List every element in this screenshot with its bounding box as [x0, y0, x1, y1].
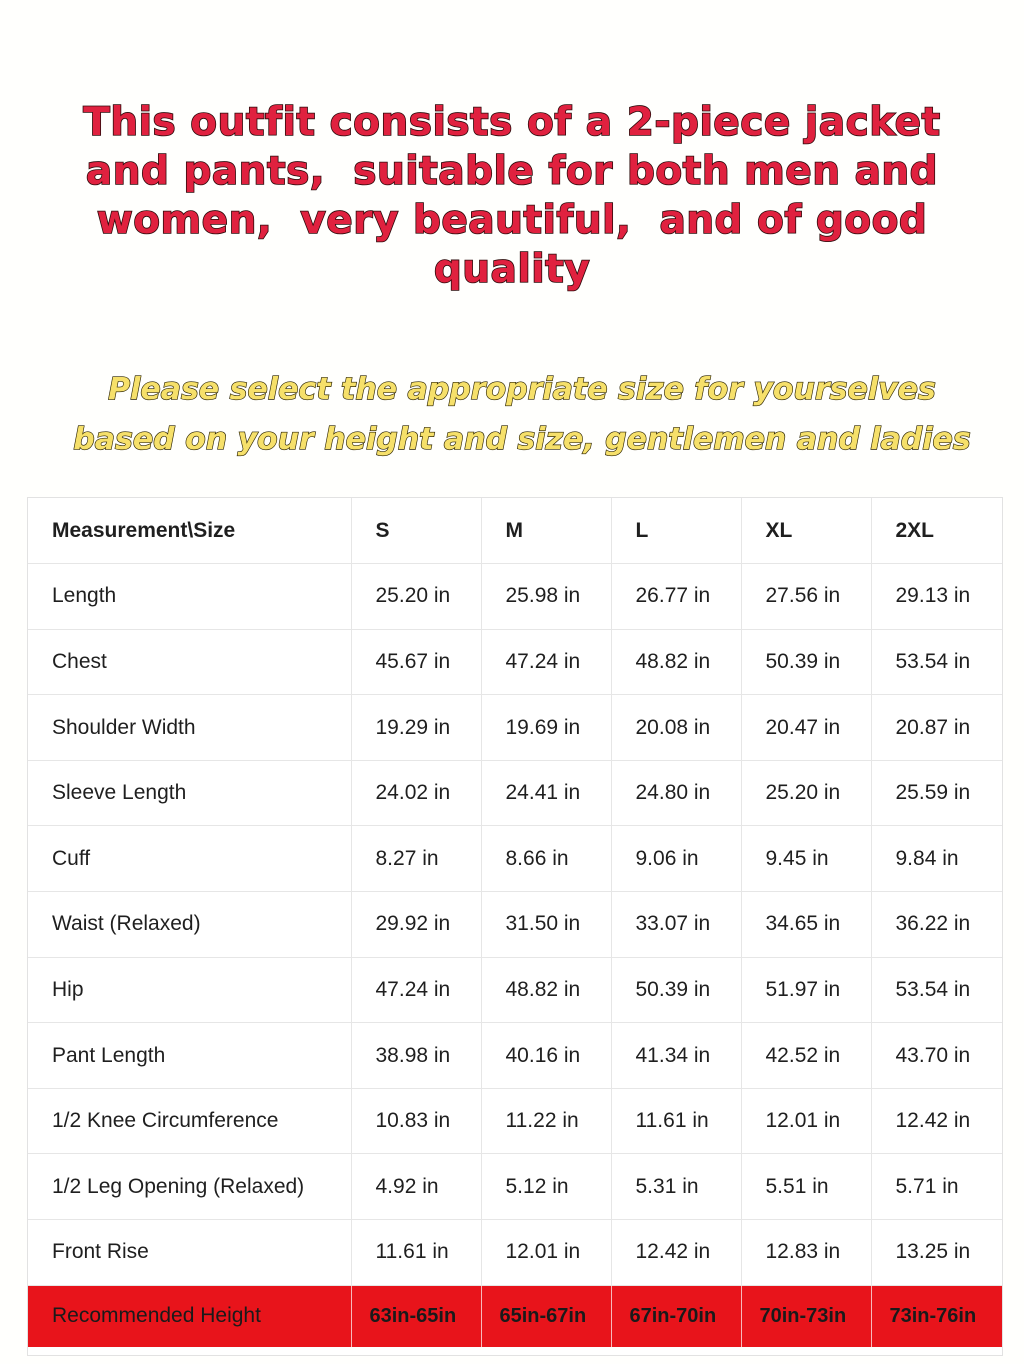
size-instruction	[30, 365, 1014, 465]
value-l: 26.77 in	[611, 564, 741, 630]
measurement-name: Pant Length	[28, 1023, 351, 1089]
value-s: 4.92 in	[351, 1154, 481, 1220]
value-s: 25.20 in	[351, 564, 481, 630]
value-2xl: 20.87 in	[871, 695, 1002, 761]
header-size-xl: XL	[741, 498, 871, 564]
measurement-name: Front Rise	[28, 1220, 351, 1286]
value-xl: 25.20 in	[741, 760, 871, 826]
size-instruction-line-2: based on your height and size, gentlemen and ladies	[73, 422, 971, 457]
value-m: 25.98 in	[481, 564, 611, 630]
value-2xl: 53.54 in	[871, 629, 1002, 695]
value-s: 45.67 in	[351, 629, 481, 695]
measurement-name: Shoulder Width	[28, 695, 351, 761]
value-s: 29.92 in	[351, 892, 481, 958]
size-table-header	[28, 498, 1002, 564]
measurement-name: Length	[28, 564, 351, 630]
header-size-m: M	[481, 498, 611, 564]
header-size-l: L	[611, 498, 741, 564]
recommended-height-value-s: 63in-65in	[351, 1285, 481, 1347]
value-s: 10.83 in	[351, 1088, 481, 1154]
table-row	[28, 695, 1002, 761]
header-size-s: S	[351, 498, 481, 564]
value-l: 12.42 in	[611, 1220, 741, 1286]
value-xl: 50.39 in	[741, 629, 871, 695]
value-2xl: 9.84 in	[871, 826, 1002, 892]
headline-line-1: This outfit consists of a 2-piece jacket	[83, 100, 941, 145]
measurement-name: Waist (Relaxed)	[28, 892, 351, 958]
value-l: 11.61 in	[611, 1088, 741, 1154]
value-l: 20.08 in	[611, 695, 741, 761]
value-m: 12.01 in	[481, 1220, 611, 1286]
recommended-height-value-xl: 70in-73in	[741, 1285, 871, 1347]
headline-line-4: quality	[433, 247, 591, 292]
value-l: 41.34 in	[611, 1023, 741, 1089]
value-l: 5.31 in	[611, 1154, 741, 1220]
value-xl: 51.97 in	[741, 957, 871, 1023]
table-row	[28, 1220, 1002, 1286]
value-2xl: 36.22 in	[871, 892, 1002, 958]
value-xl: 42.52 in	[741, 1023, 871, 1089]
value-s: 11.61 in	[351, 1220, 481, 1286]
table-row	[28, 564, 1002, 630]
value-xl: 12.01 in	[741, 1088, 871, 1154]
measurement-name: 1/2 Leg Opening (Relaxed)	[28, 1154, 351, 1220]
table-row	[28, 760, 1002, 826]
value-m: 24.41 in	[481, 760, 611, 826]
value-l: 50.39 in	[611, 957, 741, 1023]
value-m: 48.82 in	[481, 957, 611, 1023]
headline-line-3: women, very beautiful, and of good	[96, 198, 928, 243]
table-row	[28, 629, 1002, 695]
value-xl: 20.47 in	[741, 695, 871, 761]
measurement-name: Sleeve Length	[28, 760, 351, 826]
headline-line-2: and pants, suitable for both men and	[85, 149, 939, 194]
header-size-2xl: 2XL	[871, 498, 1002, 564]
recommended-height-value-m: 65in-67in	[481, 1285, 611, 1347]
table-row	[28, 1154, 1002, 1220]
value-xl: 34.65 in	[741, 892, 871, 958]
value-s: 47.24 in	[351, 957, 481, 1023]
value-s: 8.27 in	[351, 826, 481, 892]
recommended-height-value-l: 67in-70in	[611, 1285, 741, 1347]
value-l: 24.80 in	[611, 760, 741, 826]
value-2xl: 29.13 in	[871, 564, 1002, 630]
value-xl: 9.45 in	[741, 826, 871, 892]
recommended-height-row	[28, 1285, 1002, 1347]
value-2xl: 5.71 in	[871, 1154, 1002, 1220]
value-xl: 12.83 in	[741, 1220, 871, 1286]
value-2xl: 25.59 in	[871, 760, 1002, 826]
table-row	[28, 1088, 1002, 1154]
value-2xl: 43.70 in	[871, 1023, 1002, 1089]
table-row	[28, 826, 1002, 892]
headline	[30, 98, 994, 294]
value-2xl: 12.42 in	[871, 1088, 1002, 1154]
table-row	[28, 892, 1002, 958]
value-s: 19.29 in	[351, 695, 481, 761]
measurement-name: Hip	[28, 957, 351, 1023]
value-2xl: 53.54 in	[871, 957, 1002, 1023]
value-m: 11.22 in	[481, 1088, 611, 1154]
value-m: 40.16 in	[481, 1023, 611, 1089]
table-row	[28, 1023, 1002, 1089]
value-l: 48.82 in	[611, 629, 741, 695]
measurement-name: Cuff	[28, 826, 351, 892]
value-s: 24.02 in	[351, 760, 481, 826]
size-instruction-line-1: Please select the appropriate size for yourselves	[108, 372, 936, 407]
size-chart	[27, 497, 1003, 1356]
value-m: 31.50 in	[481, 892, 611, 958]
value-l: 9.06 in	[611, 826, 741, 892]
value-m: 5.12 in	[481, 1154, 611, 1220]
recommended-height-label: Recommended Height	[28, 1285, 351, 1347]
recommended-height-value-2xl: 73in-76in	[871, 1285, 1002, 1347]
header-measurement: Measurement\Size	[28, 498, 351, 564]
table-row	[28, 957, 1002, 1023]
value-m: 19.69 in	[481, 695, 611, 761]
measurement-name: 1/2 Knee Circumference	[28, 1088, 351, 1154]
value-m: 8.66 in	[481, 826, 611, 892]
size-table	[28, 498, 1002, 1347]
value-l: 33.07 in	[611, 892, 741, 958]
value-m: 47.24 in	[481, 629, 611, 695]
value-2xl: 13.25 in	[871, 1220, 1002, 1286]
value-s: 38.98 in	[351, 1023, 481, 1089]
value-xl: 27.56 in	[741, 564, 871, 630]
value-xl: 5.51 in	[741, 1154, 871, 1220]
measurement-name: Chest	[28, 629, 351, 695]
